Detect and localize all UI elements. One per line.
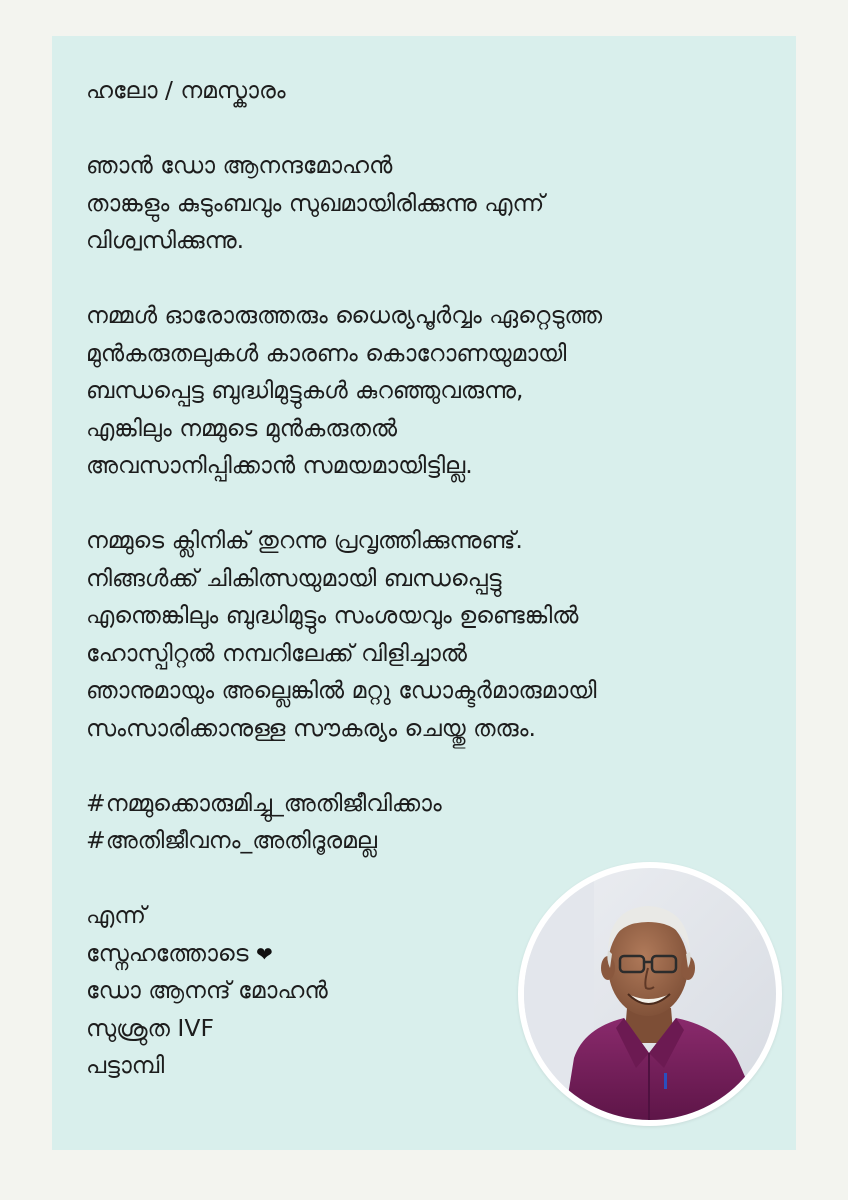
signature-clinic: സുശ്രുത IVF bbox=[86, 1013, 214, 1042]
paragraph-gap bbox=[86, 260, 786, 298]
intro-line: താങ്കളും കുടുംബവും സുഖമായിരിക്കുന്നു എന്ന് bbox=[86, 188, 545, 217]
hashtag: #നമ്മുക്കൊരുമിച്ചു_അതിജീവിക്കാം bbox=[86, 788, 442, 817]
doctor-portrait bbox=[524, 868, 776, 1120]
intro-line: വിശ്വസിക്കുന്നു. bbox=[86, 226, 245, 254]
intro-line: ഞാൻ ഡോ ആനന്ദമോഹൻ bbox=[86, 151, 393, 179]
precaution-line: എങ്കിലും നമ്മുടെ മുൻകരുതൽ bbox=[86, 413, 398, 442]
paragraph-gap bbox=[86, 110, 786, 148]
hashtag: #അതിജീവനം_അതിദൂരമല്ല bbox=[86, 826, 377, 854]
paragraph-gap bbox=[86, 485, 786, 523]
clinic-line: എന്തെങ്കിലും ബുദ്ധിമുട്ടും സംശയവും ഉണ്ടെങ്കിൽ bbox=[86, 601, 579, 629]
portrait-illustration bbox=[524, 868, 776, 1120]
signature-place: പട്ടാമ്പി bbox=[86, 1051, 165, 1079]
closing-regards: സ്നേഹത്തോടെ bbox=[86, 938, 249, 967]
precaution-line: അവസാനിപ്പിക്കാൻ സമയമായിട്ടില്ല. bbox=[86, 451, 473, 479]
signature-name: ഡോ ആനന്ദ് മോഹൻ bbox=[86, 976, 328, 1004]
doctor-photo bbox=[518, 862, 782, 1126]
clinic-line: ഞാനുമായും അല്ലെങ്കിൽ മറ്റു ഡോക്ടർമാരുമായി bbox=[86, 676, 597, 704]
clinic-line: ഹോസ്പിറ്റൽ നമ്പറിലേക്ക് വിളിച്ചാൽ bbox=[86, 638, 467, 667]
greeting: ഹലോ / നമസ്കാരം bbox=[86, 76, 286, 104]
precaution-line: നമ്മൾ ഓരോരുത്തരും ധൈര്യപൂർവ്വം ഏറ്റെടുത്ത bbox=[86, 301, 603, 329]
heart-icon: ❤ bbox=[255, 941, 273, 966]
clinic-line: നിങ്ങൾക്ക് ചികിത്സയുമായി ബന്ധപ്പെട്ടു bbox=[86, 563, 502, 592]
closing-word: എന്ന് bbox=[86, 901, 147, 929]
precaution-line: ബന്ധപ്പെട്ട ബുദ്ധിമുട്ടുകൾ കുറഞ്ഞുവരുന്നു, bbox=[86, 376, 524, 404]
paragraph-gap bbox=[86, 747, 786, 785]
clinic-line: സംസാരിക്കാനുള്ള സൗകര്യം ചെയ്തു തരും. bbox=[86, 713, 536, 742]
clinic-line: നമ്മുടെ ക്ലിനിക് തുറന്നു പ്രവൃത്തിക്കുന്നുണ്ട്. bbox=[86, 526, 523, 554]
precaution-line: മുൻകരുതലുകൾ കാരണം കൊറോണയുമായി bbox=[86, 338, 567, 367]
